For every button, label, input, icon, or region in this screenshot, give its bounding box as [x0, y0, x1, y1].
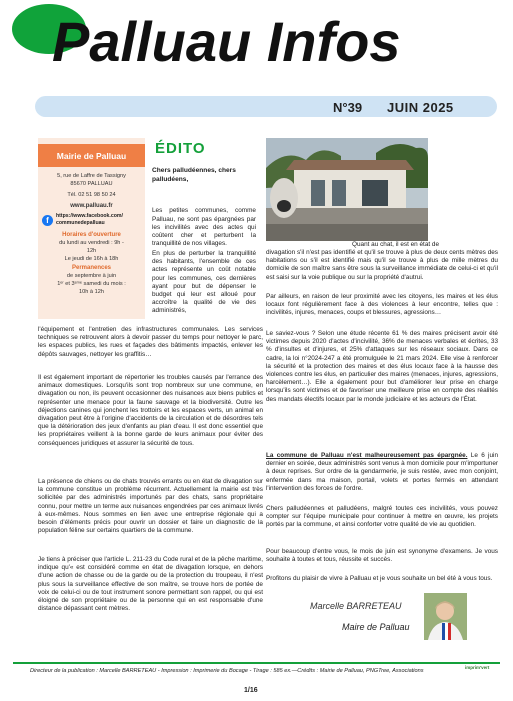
right-paragraph-7: Profitons du plaisir de vivre à Palluau et je vous souhaite un bel été à vous tous. — [266, 575, 493, 582]
info-box-header: Mairie de Palluau — [38, 144, 145, 167]
masthead-title: Palluau Infos — [52, 10, 401, 73]
vandalized-building-photo — [266, 138, 428, 241]
issue-date: JUIN 2025 — [387, 100, 454, 115]
edito-title: ÉDITO — [155, 140, 206, 157]
facebook-row[interactable] — [38, 213, 145, 227]
permanence-title: Permanences — [71, 265, 112, 271]
facebook-link-line-1: https://www.facebook.com/ — [56, 213, 123, 219]
hours-line-3: Le jeudi de 16h à 18h — [64, 256, 119, 262]
signature-role: Maire de Palluau — [342, 622, 410, 632]
address-line-2: 85670 PALLUAU — [70, 181, 113, 187]
edito-paragraph-4: La présence de chiens ou de chats trouvés errants ou en état de divagation sur la commune constitue un problème récurrent. Actuellement la mairie est très sollicitée par des administrés importunés par des chats, sans propriétaire connu, pour mettre un terme aux nuisances engendrées par ces animaux livrés à eux-mêmes. Nous sommes en lien avec une entreprise régionale qui a besoin d'éléments précis pour ouvrir un dossier et faire un diagnostic de la population féline sur certains quartiers de la commune. — [38, 478, 263, 535]
permanence-line-1: de septembre à juin — [66, 273, 117, 279]
edito-paragraph-5: Je tiens à préciser que l'article L. 211-23 du Code rural et de la pêche maritime, indique qu'« est considéré comme en état de divagation lorsque, en dehors d'une action de chasse ou de la garde ou de la protection du troupeau, il n'est plus sous la surveillance effective de son maître, se trouve hors de portée de voix de celui-ci ou de tout instrument sonore permettant son rappel, ou qui est éloigné de son propriétaire ou de la personne qui en est responsable d'une distance dépassant cent mètres. — [38, 556, 263, 613]
right-paragraph-4 — [266, 452, 498, 493]
hours-line-1: du lundi au vendredi : 9h - — [59, 240, 124, 246]
edito-paragraph-1: Les petites communes, comme Palluau, ne sont pas épargnées par les incivilités avec des actes qui coûtent cher et perturbent la tranquillité de nos villages. — [152, 207, 256, 248]
hours-line-2: 12h — [86, 248, 97, 254]
facebook-link-line-2: communedepalluau — [56, 220, 105, 226]
address-line-1: 5, rue de Laffre de Tassigny — [57, 173, 126, 179]
right-paragraph-3: Le saviez-vous ? Selon une étude récente 61 % des maires précisent avoir été victimes depuis 2020 d'actes d'incivilité, 36% de menaces verbales et écrites, 33 % d'insultes et d'injures, et 25% d'attaques sur les réseaux sociaux. Dans ce cadre, la loi n°2024-247 a été promulguée le 21 mars 2024. Elle vise à renforcer la sécurité et la protection des maires et des élus locaux face à la hausse des violences contre les élus, en particulier des maires (menaces, injures, agressions, harcèlement…). Elle a également pour but d'améliorer leur prise en charge lorsqu'ils sont victimes et de favoriser une meilleure prise en compte des réalités des mandats électifs locaux par le monde judiciaire et les acteurs de l'État. — [266, 330, 498, 403]
imprim-vert-logo: imprim'vert — [465, 665, 490, 670]
right-paragraph-2: Par ailleurs, en raison de leur proximité avec les citoyens, les maires et les élus locaux font régulièrement face à des violences à leur encontre, telles que : incivilités, injures, menaces, coups et blessures, agressions… — [266, 293, 498, 317]
mayor-portrait — [424, 593, 467, 640]
facebook-icon: f — [42, 215, 53, 226]
signature-name: Marcelle BARRETEAU — [310, 601, 402, 611]
right-paragraph-1 — [266, 249, 498, 282]
facebook-link[interactable] — [56, 213, 123, 227]
website-link[interactable]: www.palluau.fr — [70, 203, 113, 209]
hours-title: Horaires d'ouverture — [62, 232, 121, 238]
edito-paragraph-3: Il est également important de répertorier les troubles causés par l'errance des animaux domestiques. Lorsqu'ils sont trop nombreux sur une commune, en divagation ou non, ils peuvent occasionner des nuisances aux biens publics et représenter une menace pour la faune sauvage et la biodiversité. Outre les déjections canines qui jonchent les trottoirs et les espaces verts, un animal en divagation peut être à l'origine d'accidents de la circulation et de désordres tels que la détérioration des jeux d'enfants au plan d'eau. Il est donc essentiel que les propriétaires veillent à la bonne garde de leurs animaux pour éviter des conséquences juridiques et assurer la sécurité de tous. — [38, 374, 263, 447]
footer-divider — [13, 662, 500, 664]
edito-paragraph-2-start: En plus de perturber la tranquillité des habitants, l'ensemble de ces actes représente un coût notable pour les communes, ces dernières ayant pour but de dépenser le budget qui leur est alloué pour accroître la qualité de vie des administrés, — [152, 250, 256, 315]
phone-number: Tél. 02 51 98 50 24 — [67, 192, 116, 198]
permanence-line-2: 1ᵉʳ et 3ᵉᵐᵉ samedi du mois : — [57, 281, 126, 287]
right-paragraph-1-start: Quant au chat, il est en état de — [352, 241, 440, 248]
right-paragraph-5: Chers palludéennes et palludéens, malgré toutes ces incivilités, vous pouvez compter sur l'équipe municipale pour continuer à mettre en œuvre, les projets portés par la commune, et ainsi conforter votre qualité de vie au quotidien. — [266, 505, 498, 529]
footer-credits: Directeur de la publication : Marcelle BARRETEAU - Impression : Imprimerie du Bocage - Tirage : 585 ex.—Crédits : Mairie de Palluau, PNGTree, Associations — [30, 668, 424, 674]
permanence-line-3: 10h à 12h — [79, 289, 104, 295]
edito-paragraph-2-end: l'équipement et l'entretien des infrastructures communales. Les services techniques se retrouvent alors à devoir passer du temps pour nettoyer le parc, les espaces publics, les rues et façades des bâtiments impactés, enlever les dépôts sauvages, nettoyer les graffitis… — [38, 326, 263, 358]
right-paragraph-6: Pour beaucoup d'entre vous, le mois de juin est synonyme d'examens. Je vous souhaite à toutes et tous, réussite et succès. — [266, 548, 498, 564]
page-number: 1/16 — [244, 687, 258, 694]
edito-greeting: Chers palludéennes, chers palludéens, — [152, 167, 236, 183]
issue-number: N°39 — [333, 100, 363, 115]
right-paragraph-1-text: divagation s'il n'est pas identifié et qu'il se trouve à plus de deux cents mètres des habitations ou s'il est identifié mais qu'il se trouve à plus de mille mètres du domicile de son maître sans être sous la surveillance immédiate de celui-ci et qu'il est saisi sur la voie publique ou sur la propriété d'autrui. — [266, 249, 498, 281]
right-paragraph-4-bold: La commune de Palluau n'est malheureusement pas épargnée. — [266, 452, 468, 459]
town-hall-info-box — [38, 138, 145, 319]
right-paragraph-4-rest: Le 6 juin dernier en soirée, deux administrés sont venus à mon domicile pour m'importuner à deux reprises. Sur ordre de la gendarmerie, je suis restée, avec mon conjoint, enfermée dans ma maison, portail, volets et portes fermés en attendant l'intervention des forces de l'ordre. — [266, 452, 498, 492]
